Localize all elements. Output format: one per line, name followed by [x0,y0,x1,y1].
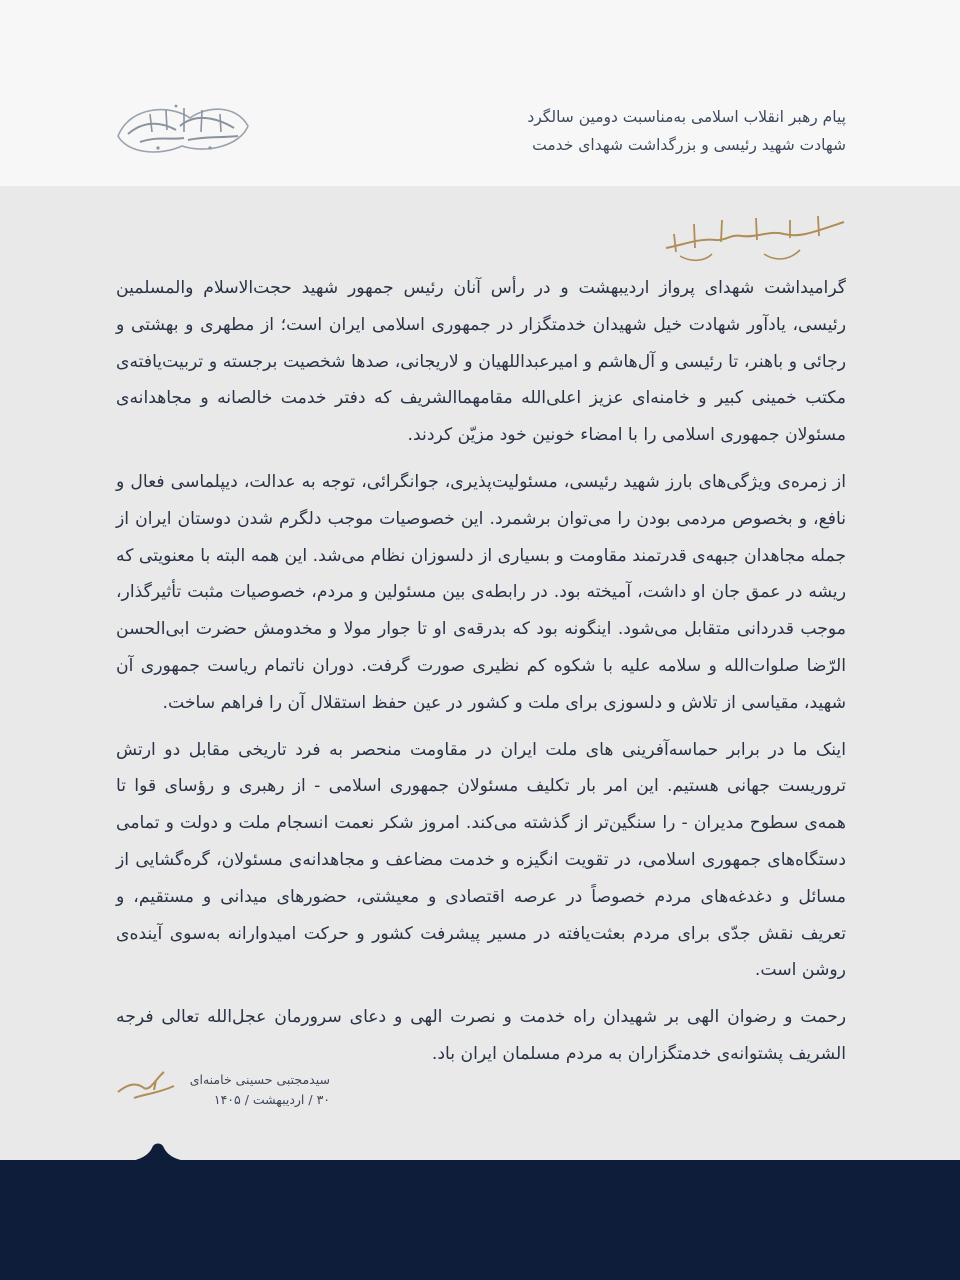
page-title-line-1: پیام رهبر انقلاب اسلامی به‌مناسبت دومین سالگرد [527,108,846,126]
message-body [116,270,846,1083]
footer-notch-ornament [118,1140,198,1162]
paragraph-2: از زمره‌ی ویژگی‌های بارز شهید رئیسی، مسئولیت‌پذیری، جوانگرائی، توجه به عدالت، دیپلماسی فعال و نافع، و بخصوص مردمی بودن را می‌توان برشمرد. این خصوصیات موجب دلگرم شدن دوستان ایران از جمله مجاهدان جبهه‌ی قدرتمند مقاومت و بسیاری از دلسوزان نظام می‌شد. این همه البته با معنویتی که ریشه در عمق جان او داشت، آمیخته بود. در رابطه‌ی بین مسئولین و مردم، خصوصیات مثبت تأثیرگذار، موجب قدردانی متقابل می‌شود. اینگونه بود که بدرقه‌ی او تا جوار مولا و مخدومش حضرت ابی‌الحسن الرّضا صلوات‌الله و سلامه علیه با شکوه کم نظیری صورت گرفت. دوران ناتمام ریاست جمهوری آن شهید، مقیاسی از تلاش و دلسوزی برای ملت و کشور در عین حفظ استقلال آن را فراهم ساخت. [116,471,846,713]
signature-date: ۳۰ / اردیبهشت / ۱۴۰۵ [213,1092,330,1107]
footer-band [0,1160,960,1280]
page-title [326,103,846,159]
paragraph-4: رحمت و رضوان الهی بر شهیدان راه خدمت و نصرت الهی و دعای سرورمان عجل‌الله تعالی فرجه الشریف پشتوانه‌ی خدمتگزاران به مردم مسلمان ایران باد. [116,1007,846,1064]
signatory-name: سیدمجتبی حسینی خامنه‌ای [189,1072,330,1087]
paragraph-3: اینک ما در برابر حماسه‌آفرینی های ملت ایران در مقاومت منحصر به فرد تاریخی مقابل دو ارتش تروریست جهانی هستیم. این امر بار تکلیف مسئولان جمهوری اسلامی - از رهبری و رؤسای قوا تا همه‌ی سطوح مدیران - را سنگین‌تر از گذشته می‌کند. امروز شکر نعمت انسجام ملت و دولت و تمامی دستگاه‌های جمهوری اسلامی، در تقویت انگیزه و خدمت مضاعف و مجاهدانه‌ی مسئولان، گره‌گشایی از مسائل و دغدغه‌های مردم خصوصاً در عرصه اقتصادی و معیشتی، حضورهای میدانی و مستقیم، و تعریف نقش جدّی برای مردم بعثت‌یافته در مسیر پیشرفت کشور و حرکت امیدوارانه به‌سوی آینده‌ی روشن است. [116,739,846,981]
handwritten-signature-icon [114,1064,178,1104]
signature-block [190,1070,330,1110]
paragraph-1: گرامیداشت شهدای پرواز اردیبهشت و در رأس آنان رئیس جمهور شهید حجت‌الاسلام والمسلمین رئیسی، یادآور شهادت خیل شهیدان خدمتگزار در جمهوری اسلامی ایران است؛ از مطهری و بهشتی و رجائی و باهنر، تا رئیسی و آل‌هاشم و امیرعبداللهیان و لاریجانی، صدها شخصیت برجسته و تربیت‌یافته‌ی مکتب خمینی کبیر و خامنه‌ای عزیز اعلی‌الله مقامهماالشریف که دفتر خدمت خالصانه و مجاهدانه‌ی مسئولان جمهوری اسلامی را با امضاء خونین خود مزیّن کردند. [116,278,846,446]
bismillah-calligraphy-icon [660,204,850,266]
page-title-line-2: شهادت شهید رئیسی و بزرگداشت شهدای خدمت [532,136,846,154]
calligraphy-emblem-icon [110,96,256,162]
